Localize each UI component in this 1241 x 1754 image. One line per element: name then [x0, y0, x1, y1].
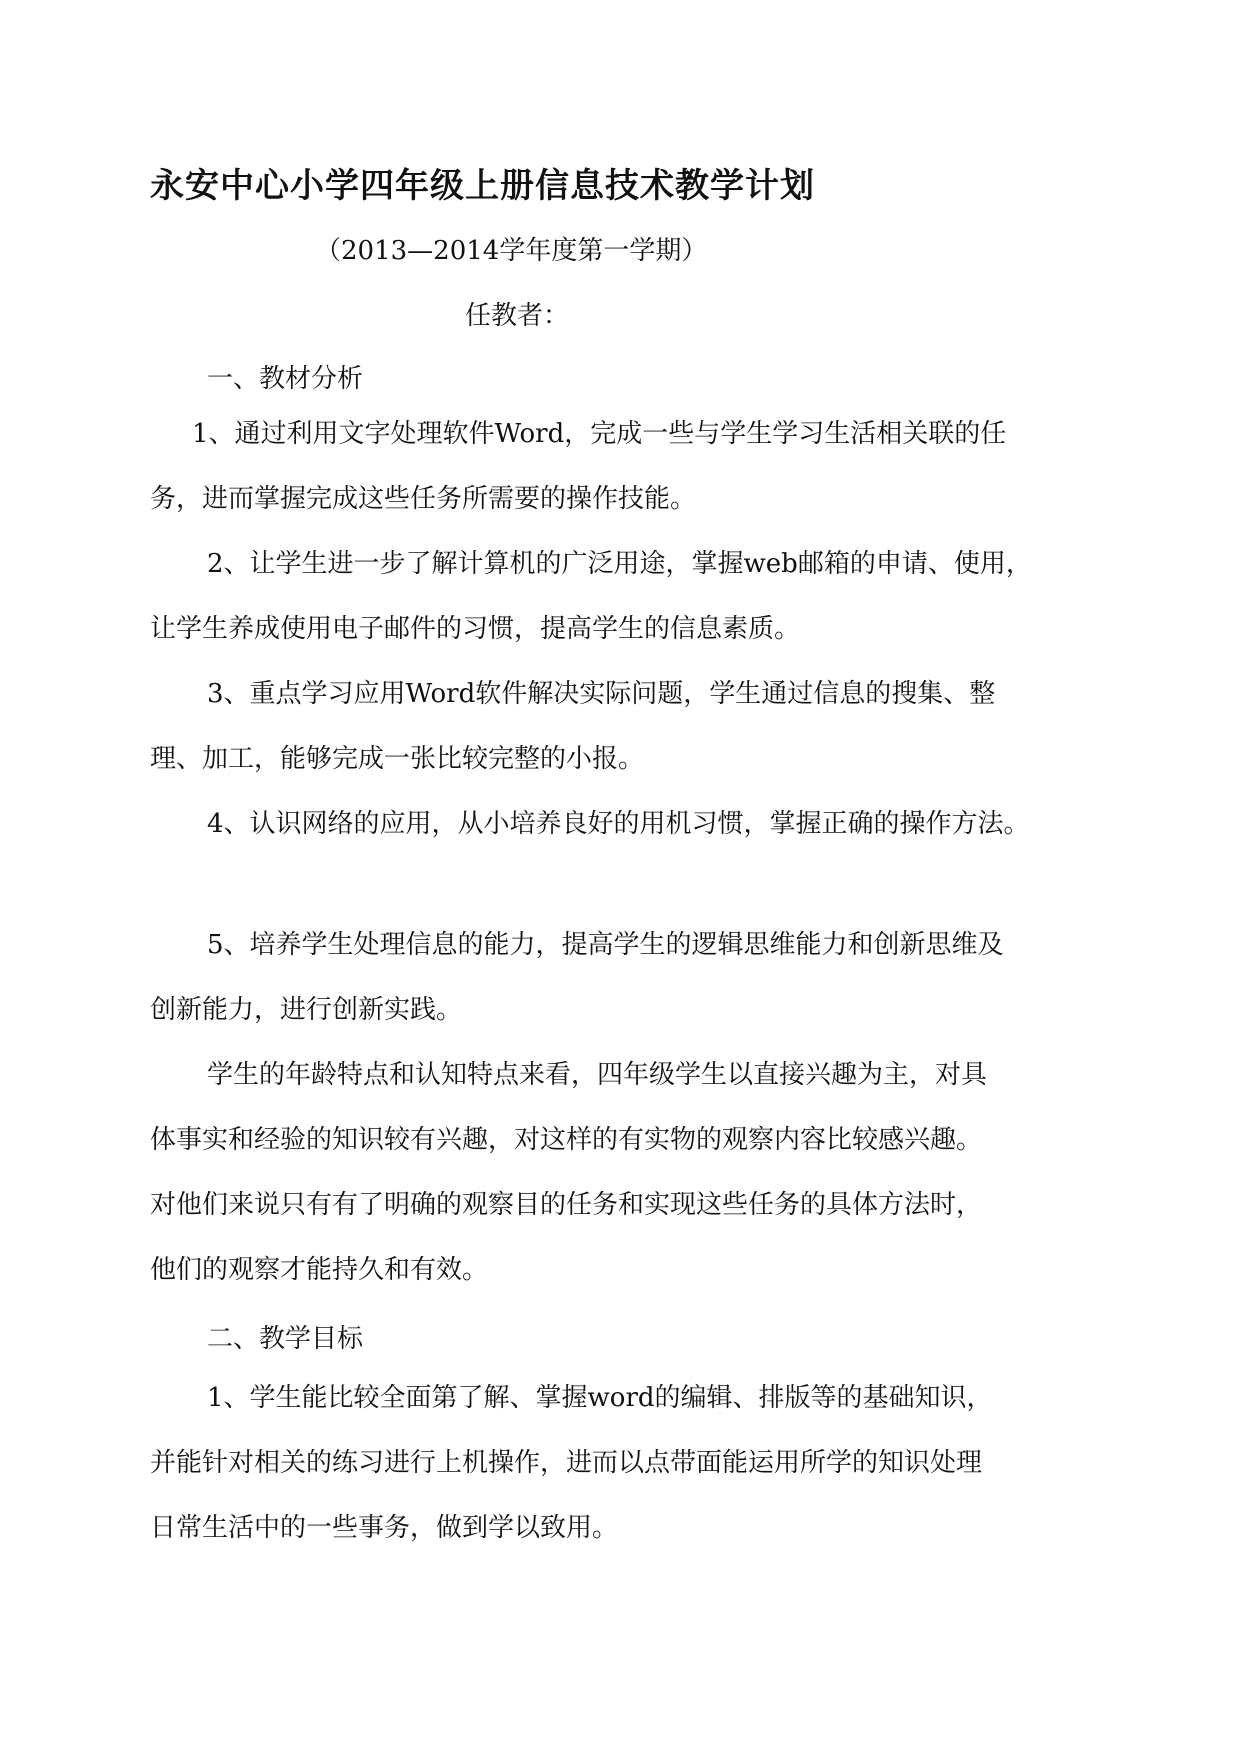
paragraph-line: 3、重点学习应用Word软件解决实际问题，学生通过信息的搜集、整: [207, 679, 996, 709]
paragraph-line: 体事实和经验的知识较有兴趣，对这样的有实物的观察内容比较感兴趣。: [150, 1125, 983, 1155]
paragraph-line: 4、认识网络的应用，从小培养良好的用机习惯，掌握正确的操作方法。: [207, 809, 1030, 839]
paragraph-5: [150, 913, 1100, 1043]
paragraph-3: [150, 662, 1100, 792]
document-subtitle: （2013—2014学年度第一学期）: [315, 236, 708, 266]
paragraph-4: [150, 792, 1100, 857]
paragraph-line: 并能针对相关的练习进行上机操作，进而以点带面能运用所学的知识处理: [150, 1448, 983, 1478]
paragraph-7: [150, 1366, 1100, 1561]
paragraph-line: 5、培养学生处理信息的能力，提高学生的逻辑思维能力和创新思维及: [207, 930, 1004, 960]
paragraph-line: 日常生活中的一些事务，做到学以致用。: [150, 1513, 619, 1543]
paragraph-line: 创新能力，进行创新实践。: [150, 995, 463, 1025]
paragraph-1: [150, 402, 1100, 532]
paragraph-line: 1、学生能比较全面第了解、掌握word的编辑、排版等的基础知识，: [207, 1383, 993, 1413]
paragraph-line: 理、加工，能够完成一张比较完整的小报。: [150, 744, 645, 774]
paragraph-2: [150, 532, 1100, 662]
paragraph-line: 学生的年龄特点和认知特点来看，四年级学生以直接兴趣为主，对具: [207, 1060, 988, 1090]
section-heading-materials: 一、教材分析: [207, 364, 364, 394]
document-title: 永安中心小学四年级上册信息技术教学计划: [150, 166, 815, 206]
paragraph-line: 1、通过利用文字处理软件Word，完成一些与学生学习生活相关联的任: [192, 419, 1007, 449]
paragraph-line: 对他们来说只有有了明确的观察目的任务和实现这些任务的具体方法时，: [150, 1190, 983, 1220]
paragraph-6: [150, 1043, 1100, 1303]
paragraph-line: 让学生养成使用电子邮件的习惯，提高学生的信息素质。: [150, 614, 801, 644]
paragraph-line: 2、让学生进一步了解计算机的广泛用途，掌握web邮箱的申请、使用，: [207, 549, 1032, 579]
paragraph-line: 务，进而掌握完成这些任务所需要的操作技能。: [150, 484, 697, 514]
teacher-label: 任教者：: [465, 301, 570, 331]
section-heading-objectives: 二、教学目标: [207, 1324, 364, 1354]
paragraph-line: 他们的观察才能持久和有效。: [150, 1255, 489, 1285]
